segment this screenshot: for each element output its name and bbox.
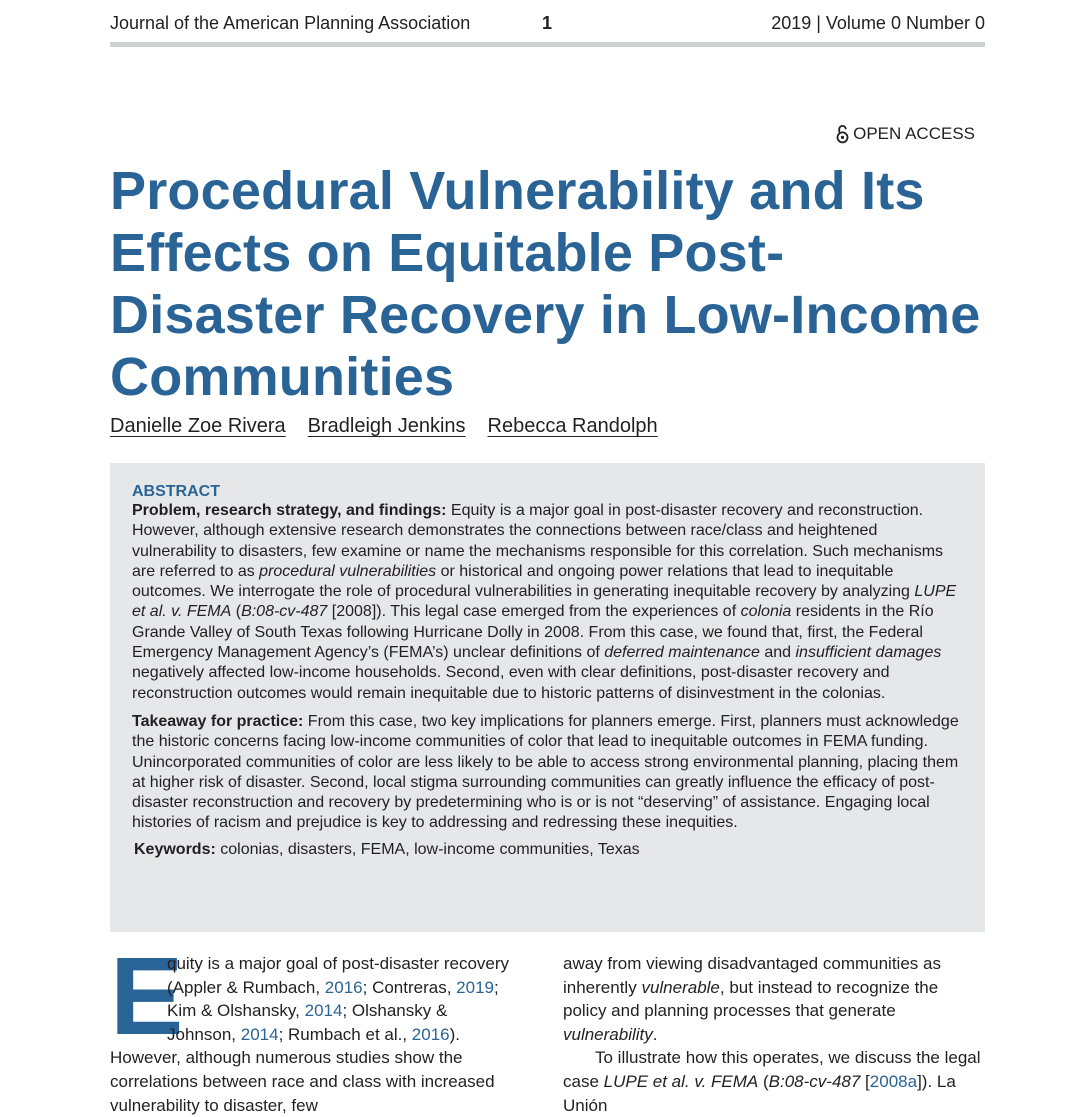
body-column-left — [110, 935, 520, 1117]
text-run: away from viewing disadvantaged communities as inherently — [563, 954, 941, 997]
text-run: ; Contreras, — [362, 977, 457, 997]
text-run: ). However, although numerous studies show the correlations between race and class with increased vulnerability to disaster, few — [110, 1024, 495, 1115]
text-run: , but instead to recognize the policy and planning processes that generate — [563, 977, 939, 1021]
text-run: and — [759, 644, 796, 662]
text-run: negatively affected low-income households. Second, even with clear definitions, post-disaster recovery and reconstruction outcomes would remain inequitable due to historic patterns of disinvestment in the colonias. — [132, 664, 890, 702]
citation-link[interactable]: 2016 — [411, 1024, 450, 1044]
running-header — [110, 13, 985, 35]
keywords-line — [132, 840, 963, 860]
keywords-label: Keywords: — [134, 840, 216, 858]
text-run: [ — [860, 1071, 870, 1091]
header-rule — [110, 42, 985, 47]
author-link[interactable]: Bradleigh Jenkins — [307, 415, 466, 437]
text-run: ; Kim & Olshansky, — [167, 977, 499, 1021]
text-run: . — [652, 1024, 658, 1044]
body-paragraph — [563, 1046, 985, 1117]
open-lock-icon — [836, 124, 849, 144]
italic-text: vulnerable — [641, 977, 720, 997]
open-access-label: OPEN ACCESS — [853, 124, 975, 143]
takeaway-label: Takeaway for practice: — [132, 712, 304, 730]
italic-text: LUPE et al. v. FEMA — [603, 1071, 759, 1091]
text-run: ( — [231, 603, 242, 621]
problem-label: Problem, research strategy, and findings: — [132, 502, 447, 519]
takeaway-text: From this case, two key implications for planners emerge. First, planners must acknowledge the historic concerns facing low-income communities of color that lead to inequitable outcomes in FEMA funding. Unincorporated communities of color are less likely to be able to access strong environmental planning, placing them at higher risk of disaster. Second, local stigma surrounding communities can greatly influence the efficacy of post-disaster reconstruction and recovery by predetermining who is or is not “deserving” of assistance. Engaging local histories of racism and prejudice is key to addressing and redressing these inequities. — [132, 712, 959, 832]
author-link[interactable]: Rebecca Randolph — [487, 415, 658, 437]
abstract-takeaway-paragraph — [132, 712, 963, 834]
keywords-text: colonias, disasters, FEMA, low-income communities, Texas — [215, 840, 640, 858]
citation-link[interactable]: 2014 — [240, 1024, 279, 1044]
italic-text: B:08-cv-487 — [241, 603, 328, 621]
page-number: 1 — [542, 13, 553, 33]
citation-link[interactable]: 2014 — [304, 1001, 343, 1021]
citation-link[interactable]: 2019 — [456, 977, 494, 997]
abstract-heading: ABSTRACT — [132, 483, 220, 500]
text-run: Equity is a major goal in post-disaster recovery and reconstruction. However, although extensive research demonstrates the connections between race/class and heightened vulnerability to disasters, few examine or name the mechanisms responsible for this correlation. Such mechanisms are referred to as — [132, 502, 944, 580]
drop-cap: E — [110, 935, 184, 1058]
problem-text — [132, 502, 956, 702]
open-access-badge — [836, 124, 975, 144]
text-run: [2008]). This legal case emerged from the experiences of — [327, 603, 741, 621]
citation-link[interactable]: 2008a — [869, 1071, 918, 1091]
issue-info: 2019 | Volume 0 Number 0 — [771, 13, 985, 33]
italic-text: B:08-cv-487 — [768, 1071, 861, 1091]
italic-text: procedural vulnerabilities — [259, 562, 437, 580]
italic-text: LUPE et al. v. FEMA — [132, 583, 957, 621]
article-title: Procedural Vulnerability and Its Effects on Equitable Post-Disaster Recovery in Low-Income Communities — [110, 161, 981, 407]
abstract-box — [110, 463, 985, 932]
body-paragraph — [110, 935, 520, 1117]
author-list — [110, 415, 658, 438]
text-run: To illustrate how this operates, we discuss the legal case — [563, 1048, 981, 1091]
italic-text: insufficient damages — [795, 644, 942, 662]
text-run: ]). La Unión — [563, 1071, 956, 1115]
text-run: quity is a major goal of post-disaster recovery (Appler & Rumbach, — [167, 954, 510, 997]
body-column-right — [563, 952, 985, 1117]
journal-name: Journal of the American Planning Association — [110, 13, 471, 33]
text-run: or historical and ongoing power relations that lead to inequitable outcomes. We interrogate the role of procedural vulnerabilities in generating inequitable recovery by analyzing — [132, 562, 915, 601]
italic-text: colonia — [740, 603, 792, 621]
text-run: ( — [758, 1071, 769, 1091]
text-run: ; Rumbach et al., — [278, 1024, 412, 1044]
citation-link[interactable]: 2016 — [324, 977, 363, 997]
text-run: ; Olshansky & Johnson, — [167, 1001, 448, 1044]
text-run: residents in the Río Grande Valley of South Texas following Hurricane Dolly in 2008. From this case, we found that, first, the Federal Emergency Management Agency’s (FEMA’s) unclear definitions of — [132, 603, 934, 662]
italic-text: vulnerability — [563, 1024, 653, 1044]
author-link[interactable]: Danielle Zoe Rivera — [110, 415, 286, 437]
abstract-problem-paragraph — [132, 501, 963, 704]
italic-text: deferred maintenance — [604, 644, 760, 662]
body-paragraph — [563, 952, 985, 1046]
